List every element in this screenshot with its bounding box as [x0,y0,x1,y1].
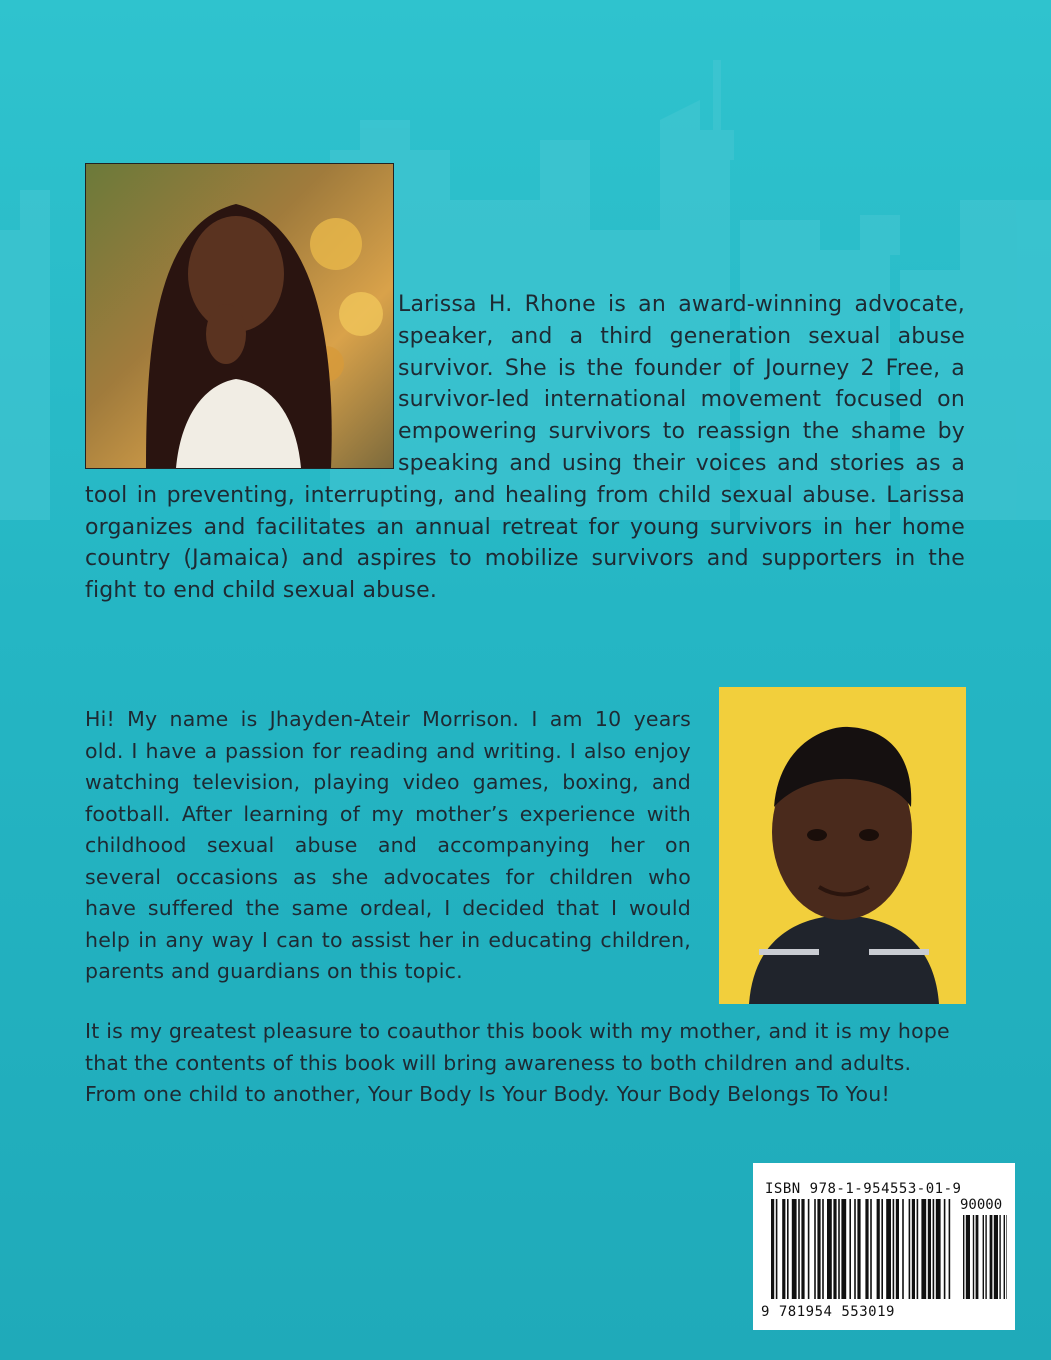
author-bio-line: fight to end child sexual abuse. [85,578,438,604]
child-bio-line: watching television, playing video games, boxing, and [85,770,691,794]
child-bio-line: have suffered the same ordeal, I decided that I would [85,896,691,920]
author-bio-line: tool in preventing, interrupting, and healing from child sexual abuse. Larissa [85,482,965,508]
barcode-bars [771,1199,1007,1305]
child-bio-line: childhood sexual abuse and accompanying her on [85,833,691,857]
child-photo [719,687,966,1004]
author-bio-line: organizes and facilitates an annual retreat for young survivors in her home [85,514,965,540]
author-bio-line: speaking and using their voices and stories as a [398,450,965,476]
child-bio-line: several occasions as she advocates for children who [85,864,691,889]
author-bio-line: speaker, and a third generation sexual abuse [398,323,965,349]
child-bio [85,704,691,988]
child-bio-line: Hi! My name is Jhayden-Ateir Morrison. I am 10 years [85,707,691,731]
child-bio-line: old. I have a passion for reading and writing. I also enjoy [85,738,691,763]
author-bio-line: Larissa H. Rhone is an award-winning advocate, [398,292,965,317]
author-bio-line: empowering survivors to reassign the shame by [398,419,965,445]
isbn-label: ISBN 978-1-954553-01-9 [765,1181,962,1197]
price-addon: 90000 [960,1197,1003,1213]
ean-digits: 9 781954 553019 [761,1304,895,1320]
child-bio-line: help in any way I can to assist her in educating children, [85,927,691,952]
author-bio [85,289,965,607]
closing-paragraph [85,1016,950,1111]
author-bio-line: country (Jamaica) and aspires to mobilize survivors and supporters in the [85,546,965,572]
closing-line: It is my greatest pleasure to coauthor this book with my mother, and it is my hope [85,1019,950,1043]
isbn-barcode [753,1163,1015,1330]
closing-line: From one child to another, Your Body Is Your Body. Your Body Belongs To You! [85,1082,890,1106]
author-bio-line: survivor. She is the founder of Journey 2 Free, a [398,355,965,381]
child-bio-line: parents and guardians on this topic. [85,959,463,983]
author-bio-line: survivor-led international movement focused on [398,387,965,413]
closing-line: that the contents of this book will bring awareness to both children and adults. [85,1050,912,1075]
child-bio-line: football. After learning of my mother’s experience with [85,801,691,826]
